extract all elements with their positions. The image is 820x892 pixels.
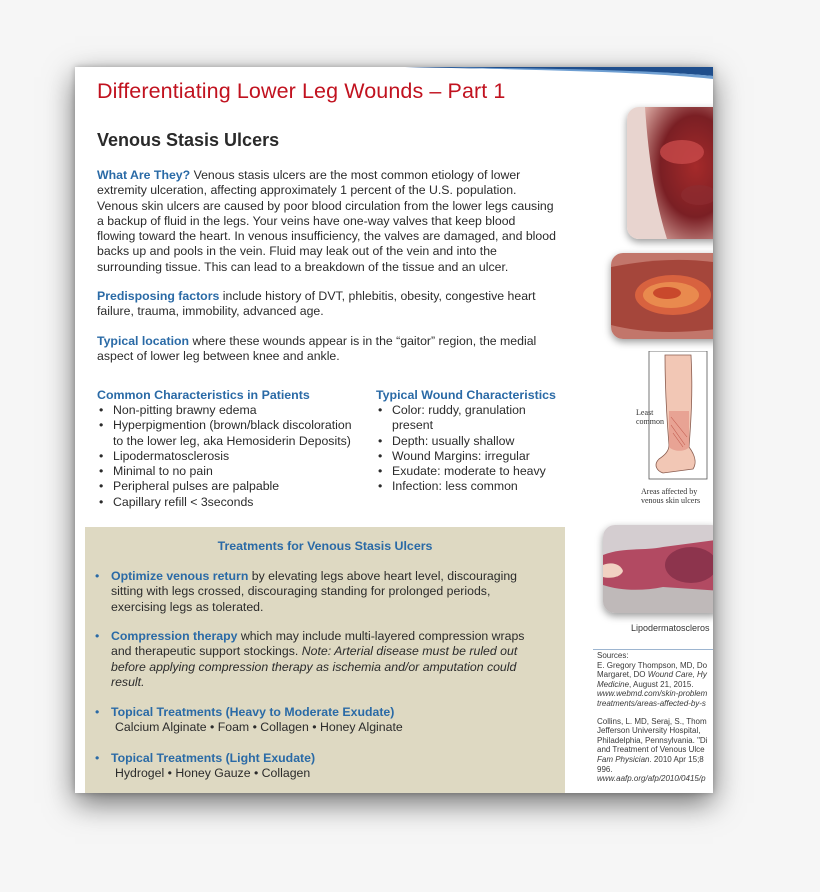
sources <box>597 651 713 784</box>
sources-divider <box>593 649 713 650</box>
treatments-title: Treatments for Venous Stasis Ulcers <box>217 539 433 553</box>
bullet-icon: • <box>95 705 100 719</box>
source-2-link[interactable]: www.aafp.org/afp/2010/0415/p <box>597 774 706 784</box>
bullet-icon: • <box>95 629 100 643</box>
optimize-text: by elevating legs above heart level, discouraging sitting with legs crossed, discouraging standing for prolonged periods, exercising legs as tolerated. <box>111 569 517 614</box>
location-text: where these wounds appear is in the “gaitor” region, the medial aspect of lower leg between knee and ankle. <box>97 334 537 364</box>
list-item: • Non-pitting brawny edema <box>97 403 359 418</box>
what-are-they-text: Venous stasis ulcers are the most common etiology of lower extremity ulceration, affecting approximately 1 percent of the U.S. population. Venous skin ulcers are caused by poor blood circulation from the lower legs causing a backup of fluid in the legs. Your veins have one-way valves that keep blood flowing toward the heart. In venous insufficiency, the valves are damaged, and blood backs up and pools in the vein. Fluid may leak out of the vein and into the surrounding tissue. This can lead to a breakdown of the tissue and an ulcer. <box>97 168 556 274</box>
location-paragraph <box>97 334 557 365</box>
source-1-line: E. Gregory Thompson, MD, Do <box>597 660 708 670</box>
list-item: • Exudate: moderate to heavy <box>376 464 554 479</box>
compression-lead: Compression therapy <box>111 629 238 643</box>
source-2-line: Jefferson University Hospital, <box>597 726 701 736</box>
patients-heading: Common Characteristics in Patients <box>97 388 310 402</box>
treatment-heavy-exudate <box>95 705 545 736</box>
list-item: • Peripheral pulses are palpable <box>97 479 359 494</box>
optimize-lead: Optimize venous return <box>111 569 249 583</box>
list-item: • Infection: less common <box>376 479 554 494</box>
predisposing-text: include history of DVT, phlebitis, obesity, congestive heart failure, trauma, immobility, advanced age. <box>97 289 536 319</box>
section-heading: Venous Stasis Ulcers <box>97 130 280 150</box>
predisposing-paragraph <box>97 289 557 320</box>
list-item: • Lipodermatosclerosis <box>97 449 359 464</box>
diagram-label-least-common: Least common <box>636 408 664 426</box>
location-lead: Typical location <box>97 334 190 348</box>
source-2-line: and Treatment of Venous Ulce <box>597 745 705 755</box>
source-1-line: Margaret, DO Wound Care, Hy <box>597 670 707 680</box>
what-are-they-paragraph <box>97 168 557 275</box>
diagram-caption: Areas affected by venous skin ulcers <box>641 487 701 505</box>
page-title: Differentiating Lower Leg Wounds – Part 1 <box>97 79 506 103</box>
treatment-light-exudate <box>95 751 545 782</box>
source-2-line: 996. <box>597 764 613 774</box>
compression-text: which may include multi-layered compression wraps and therapeutic support stockings. <box>111 629 525 659</box>
document-page <box>75 67 713 793</box>
predisposing-lead: Predisposing factors <box>97 289 220 303</box>
source-1-link[interactable]: www.webmd.com/skin-problem <box>597 689 708 699</box>
ulcer-photo-1 <box>627 107 713 239</box>
wound-list <box>376 403 554 495</box>
bullet-icon: • <box>95 751 100 765</box>
list-item: • Minimal to no pain <box>97 464 359 479</box>
wound-heading: Typical Wound Characteristics <box>376 388 556 402</box>
photo-caption: Lipodermatoscleros <box>631 623 710 633</box>
treatment-optimize <box>95 569 545 615</box>
list-item: • Depth: usually shallow <box>376 434 554 449</box>
source-1-line: Medicine, August 21, 2015. <box>597 679 694 689</box>
treatments-panel <box>85 527 565 793</box>
sources-heading: Sources: <box>597 651 629 660</box>
source-2-line: Philadelphia, Pennsylvania. "Di <box>597 735 708 745</box>
heavy-items: Calcium Alginate • Foam • Collagen • Honey Alginate <box>115 720 403 735</box>
ulcer-photo-3 <box>603 525 713 613</box>
list-item: • Hyperpigmention (brown/black discoloration to the lower leg, aka Hemosiderin Deposits) <box>97 418 359 449</box>
patients-list <box>97 403 359 510</box>
source-1-link[interactable]: treatments/areas-affected-by-s <box>597 698 706 708</box>
light-lead: Topical Treatments (Light Exudate) <box>111 751 316 765</box>
list-item: • Color: ruddy, granulation present <box>376 403 554 434</box>
compression-note: Note: Arterial disease must be ruled out before applying compression therapy as ischemia and/or amputation could result. <box>111 644 518 689</box>
what-are-they-lead: What Are They? <box>97 168 191 182</box>
treatment-compression <box>95 629 545 690</box>
source-2-line: Fam Physician. 2010 Apr 15;8 <box>597 754 704 764</box>
ulcer-photo-2 <box>611 253 713 339</box>
light-items: Hydrogel • Honey Gauze • Collagen <box>115 766 311 781</box>
list-item: • Wound Margins: irregular <box>376 449 554 464</box>
heavy-lead: Topical Treatments (Heavy to Moderate Exudate) <box>111 705 395 719</box>
source-2-line: Collins, L. MD, Seraj, S., Thom <box>597 716 707 726</box>
bullet-icon: • <box>95 569 100 583</box>
list-item: • Capillary refill < 3seconds <box>97 495 359 510</box>
